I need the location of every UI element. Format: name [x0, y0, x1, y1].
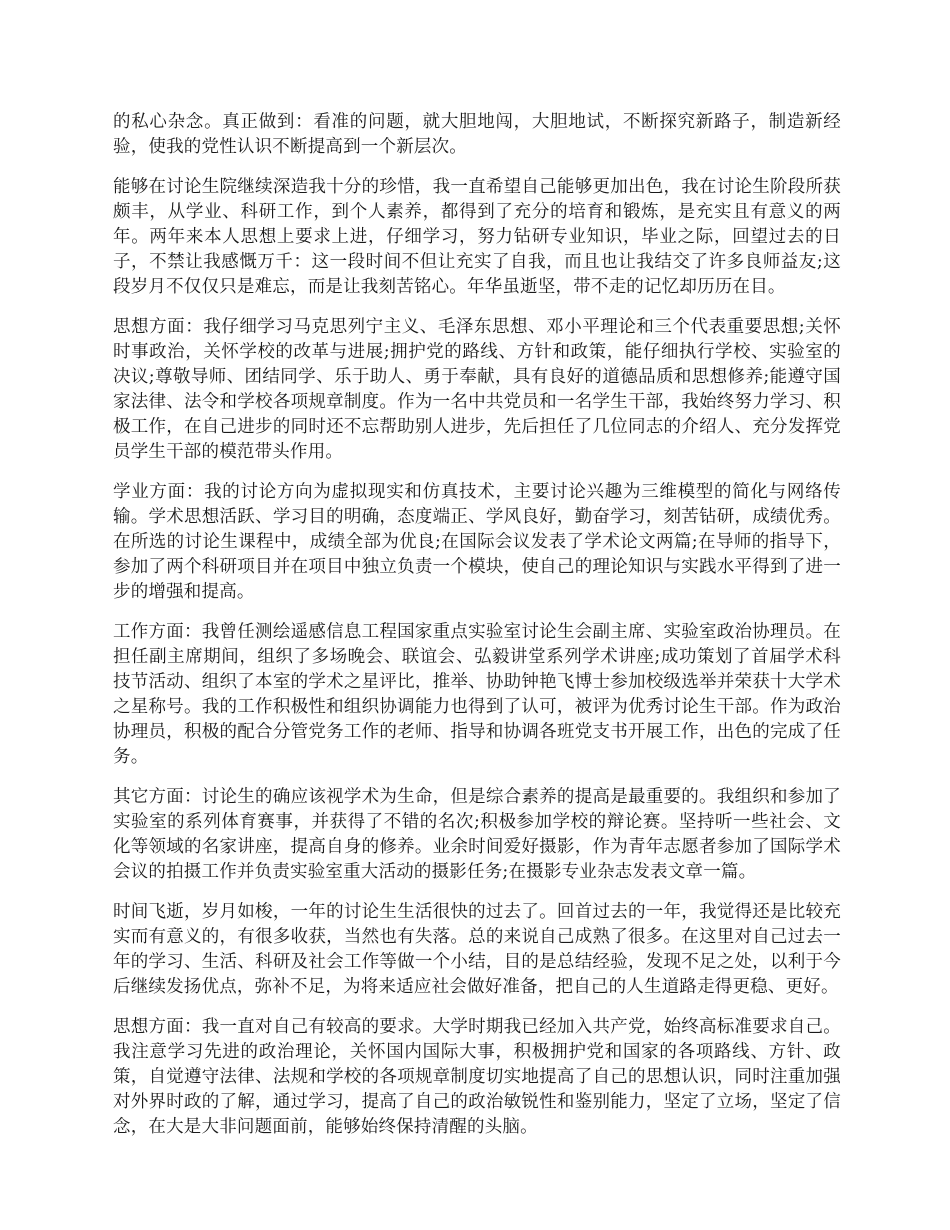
paragraph-3: 思想方面：我仔细学习马克思列宁主义、毛泽东思想、邓小平理论和三个代表重要思想;关怀时事政治，关怀学校的改革与进展;拥护党的路线、方针和政策，能仔细执行学校、实验室的决议;尊敬导师、团结同学、乐于助人、勇于奉献，具有良好的道德品质和思想修养;能遵守国家法律、法令和学校各项规章制度。作为一名中共党员和一名学生干部，我始终努力学习、积极工作，在自己进步的同时还不忘帮助别人进步，先后担任了几位同志的介绍人、充分发挥党员学生干部的模范带头作用。: [113, 317, 841, 462]
paragraph-7: 时间飞逝，岁月如梭，一年的讨论生生活很快的过去了。回首过去的一年，我觉得还是比较充实而有意义的，有很多收获，当然也有失落。总的来说自己成熟了很多。在这里对自己过去一年的学习、生活、科研及社会工作等做一个小结，目的是总结经验，发现不足之处，以利于今后继续发扬优点，弥补不足，为将来适应社会做好准备，把自己的人生道路走得更稳、更好。: [113, 902, 841, 997]
paragraph-8: 思想方面：我一直对自己有较高的要求。大学时期我已经加入共产党，始终高标准要求自己。我注意学习先进的政治理论，关怀国内国际大事，积极拥护党和国家的各项路线、方针、政策，自觉遵守法律、法规和学校的各项规章制度切实地提高了自己的思想认识，同时注重加强对外界时政的了解，通过学习，提高了自己的政治敏锐性和鉴别能力，坚定了立场，坚定了信念，在大是大非问题面前，能够始终保持清醒的头脑。: [113, 1017, 841, 1137]
paragraph-6: 其它方面：讨论生的确应该视学术为生命，但是综合素养的提高是最重要的。我组织和参加了实验室的系列体育赛事，并获得了不错的名次;积极参加学校的辩论赛。坚持听一些社会、文化等领域的名家讲座，提高自身的修养。业余时间爱好摄影，作为青年志愿者参加了国际学术会议的拍摄工作并负责实验室重大活动的摄影任务;在摄影专业杂志发表文章一篇。: [113, 787, 841, 882]
paragraph-1: 的私心杂念。真正做到：看准的问题，就大胆地闯，大胆地试，不断探究新路子，制造新经验，使我的党性认识不断提高到一个新层次。: [113, 112, 841, 157]
paragraph-5: 工作方面：我曾任测绘遥感信息工程国家重点实验室讨论生会副主席、实验室政治协理员。在担任副主席期间，组织了多场晚会、联谊会、弘毅讲堂系列学术讲座;成功策划了首届学术科技节活动、组织了本室的学术之星评比，推举、协助钟艳飞博士参加校级选举并荣获十大学术之星称号。我的工作积极性和组织协调能力也得到了认可，被评为优秀讨论生干部。作为政治协理员，积极的配合分管党务工作的老师、指导和协调各班党支书开展工作，出色的完成了任务。: [113, 622, 841, 767]
paragraph-2: 能够在讨论生院继续深造我十分的珍惜，我一直希望自己能够更加出色，我在讨论生阶段所获颇丰，从学业、科研工作，到个人素养，都得到了充分的培育和锻炼，是充实且有意义的两年。两年来本人思想上要求上进，仔细学习，努力钻研专业知识，毕业之际，回望过去的日子，不禁让我感慨万千：这一段时间不但让充实了自我，而且也让我结交了许多良师益友;这段岁月不仅仅只是难忘，而是让我刻苦铭心。年华虽逝坚，带不走的记忆却历历在目。: [113, 177, 841, 297]
document-body: [113, 110, 841, 1155]
paragraph-4: 学业方面：我的讨论方向为虚拟现实和仿真技术，主要讨论兴趣为三维模型的简化与网络传输。学术思想活跃、学习目的明确，态度端正、学风良好，勤奋学习，刻苦钻研，成绩优秀。在所选的讨论生课程中，成绩全部为优良;在国际会议发表了学术论文两篇;在导师的指导下，参加了两个科研项目并在项目中独立负责一个模块，使自己的理论知识与实践水平得到了进一步的增强和提高。: [113, 482, 841, 602]
